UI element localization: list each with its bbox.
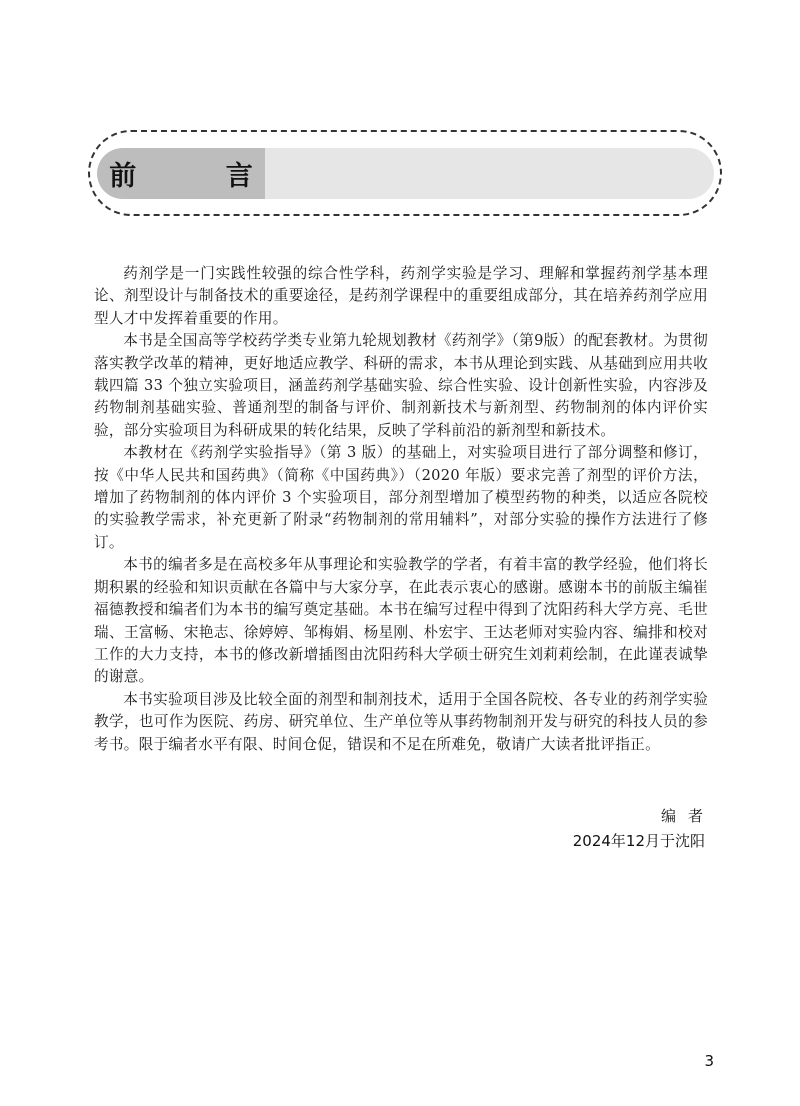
paragraph: 本教材在《药剂学实验指导》（第 3 版）的基础上，对实验项目进行了部分调整和修订，按《中华人民共和国药典》（简称《中国药典》）（2020 年版）要求完善了剂型的评价方法，增加了药物制剂的体内评价 3 个实验项目，部分剂型增加了模型药物的种类，以适应各院校的实验教学需求，补充更新了附录“药物制剂的常用辅料”，对部分实验的操作方法进行了修订。 [94,444,708,551]
paragraph: 本书实验项目涉及比较全面的剂型和制剂技术，适用于全国各院校、各专业的药剂学实验教学，也可作为医院、药房、研究单位、生产单位等从事药物制剂开发与研究的科技人员的参考书。限于编者水平有限、时间仓促，错误和不足在所难免，敬请广大读者批评指正。 [94,690,708,753]
page-title: 前 言 [109,161,293,192]
signature-date: 2024年12月于沈阳 [572,832,705,850]
page-number: 3 [704,1052,714,1070]
signature-author: 编者 [660,807,715,825]
preface-banner [97,148,714,199]
preface-body [94,263,708,756]
paragraph: 本书是全国高等学校药学类专业第九轮规划教材《药剂学》（第9版）的配套教材。为贯彻落实教学改革的精神，更好地适应教学、科研的需求，本书从理论到实践、从基础到应用共收载四篇 33 个独立实验项目，涵盖药剂学基础实验、综合性实验、设计创新性实验，内容涉及药物制剂基础实验、普通剂型的制备与评价、制剂新技术与新剂型、药物制剂的体内评价实验，部分实验项目为科研成果的转化结果，反映了学科前沿的新剂型和新技术。 [94,332,708,439]
paragraph: 药剂学是一门实践性较强的综合性学科，药剂学实验是学习、理解和掌握药剂学基本理论、剂型设计与制备技术的重要途径，是药剂学课程中的重要组成部分，其在培养药剂学应用型人才中发挥着重要的作用。 [94,265,708,327]
paragraph: 本书的编者多是在高校多年从事理论和实验教学的学者，有着丰富的教学经验，他们将长期积累的经验和知识贡献在各篇中与大家分享，在此表示衷心的感谢。感谢本书的前版主编崔福德教授和编者们为本书的编写奠定基础。本书在编写过程中得到了沈阳药科大学方亮、毛世瑞、王富畅、宋艳志、徐婷婷、邹梅娟、杨星刚、朴宏宇、王达老师对实验内容、编排和校对工作的大力支持，本书的修改新增插图由沈阳药科大学硕士研究生刘莉莉绘制，在此谨表诚挚的谢意。 [94,556,708,686]
preface-title-box [97,148,293,199]
